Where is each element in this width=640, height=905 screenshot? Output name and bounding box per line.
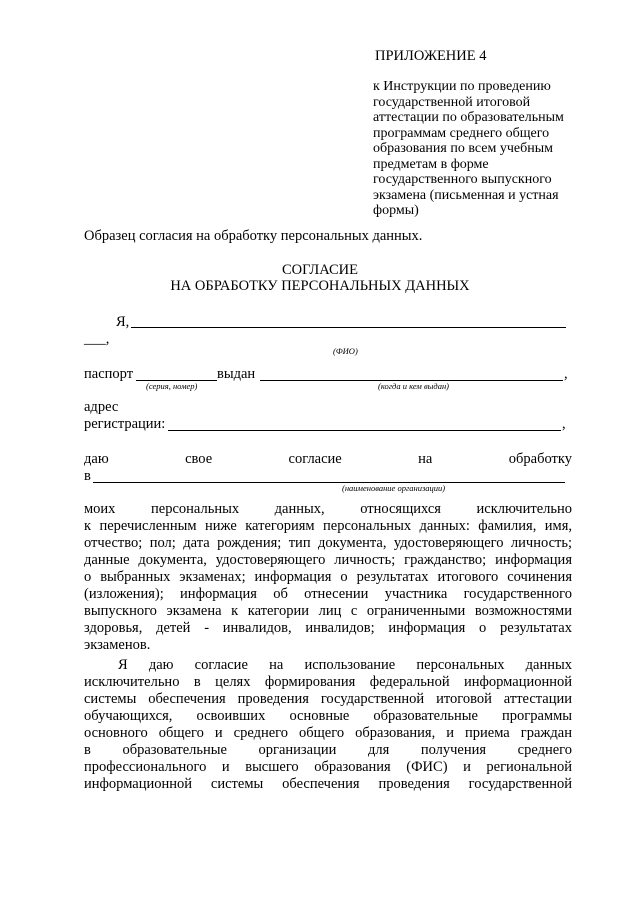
paragraph1-line: моих персональных данных, относящихся исключительно [84,501,572,517]
passport-comma: , [564,366,568,382]
paragraph2-line: Я даю согласие на использование персональных данных [118,657,572,673]
appendix-line: предметам в форме [373,156,489,172]
fio-field-end: ___, [84,331,110,347]
fio-caption: (ФИО) [333,346,358,356]
consent-words-row [84,451,572,468]
intro-text: Образец согласия на обработку персональных данных. [84,228,423,244]
document-title: СОГЛАСИЕ [281,262,359,278]
issued-caption: (когда и кем выдан) [378,381,450,391]
paragraph2-line: основного общего и среднего общего образования, и приема граждан [84,725,572,741]
paragraph1-line: здоровья, детей - инвалидов, инвалидов; информация о результатах [84,620,572,636]
consent-word: согласие [288,451,342,467]
paragraph1-line: (изложения); информация об отнесении участника государственного [84,586,572,602]
paragraph1-line: отчество; пол; дата рождения; тип документа, удостоверяющего личность; [84,535,572,551]
address-comma: , [562,416,566,432]
appendix-line: образования по всем учебным [373,141,553,156]
appendix-line: государственного выпускного [373,172,552,187]
label-v: в [84,468,91,484]
organization-field[interactable] [93,482,565,483]
paragraph2-line: обучающихся, освоивших основные образовательные программы [84,708,572,724]
address-field[interactable] [168,430,561,431]
label-issued: выдан [217,366,256,382]
appendix-line: экзамена (письменная и устная [373,187,559,203]
appendix-line: аттестации по образовательным [373,110,564,125]
consent-word: обработку [508,451,572,467]
label-passport: паспорт [84,366,134,382]
paragraph2-line: информационной системы обеспечения проведения государственной [84,776,572,792]
paragraph1-line: о выбранных экзаменах; информация о результатах итогового сочинения [84,569,572,585]
paragraph2-line: исключительно в целях формирования федеральной информационной [84,674,572,690]
document-subtitle: НА ОБРАБОТКУ ПЕРСОНАЛЬНЫХ ДАННЫХ [170,278,470,294]
consent-word: на [418,451,433,467]
series-caption: (серия, номер) [146,381,198,391]
appendix-text [373,79,598,219]
paragraph2-line: в образовательные организации для получения среднего [84,742,572,758]
paragraph1-line: данные документа, удостоверяющего личность; гражданство; информация [84,552,572,568]
appendix-line: программам среднего общего [373,125,550,141]
appendix-title: ПРИЛОЖЕНИЕ 4 [375,48,487,64]
paragraph1-line: экзаменов. [84,637,151,653]
label-registration: регистрации: [84,416,166,432]
fio-field[interactable] [131,327,566,328]
paragraph2-line: профессионального и высшего образования (ФИС) и региональной [84,759,572,775]
paragraph2-line: системы обеспечения проведения государственной итоговой аттестации [84,691,572,707]
appendix-line: к Инструкции по проведению [373,79,551,94]
label-address: адрес [84,399,119,415]
appendix-line: государственной итоговой [373,94,531,110]
org-caption: (наименование организации) [342,483,446,493]
appendix-line: формы) [373,203,419,218]
paragraph1-line: выпускного экзамена к категории лиц с ограниченными возможностями [84,603,572,619]
label-ya: Я, [116,314,130,330]
consent-word: даю [84,451,109,467]
consent-word: свое [185,451,213,467]
paragraph1-line: к перечисленным ниже категориям персональных данных: фамилия, имя, [84,518,572,534]
